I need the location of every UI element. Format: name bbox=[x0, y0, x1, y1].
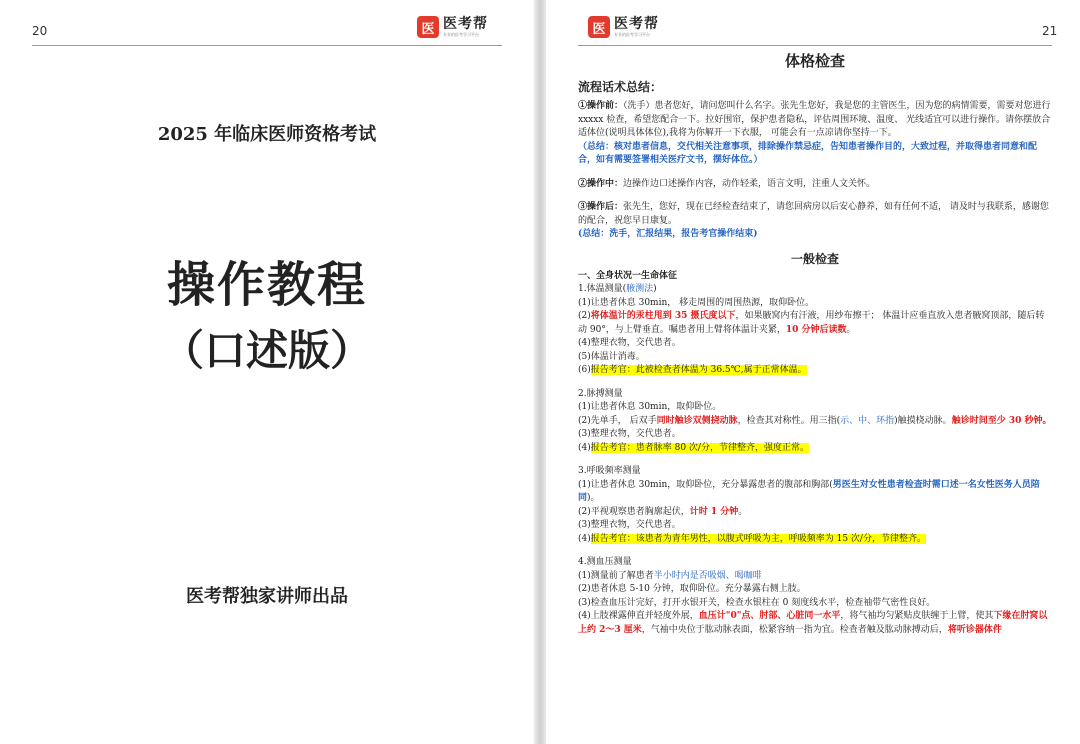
resp-title: 3.呼吸频率测量 bbox=[578, 466, 641, 476]
general-exam-title: 一般检查 bbox=[790, 251, 839, 266]
list-item: (3)整理衣物，交代患者。 bbox=[578, 520, 681, 530]
list-item: (1)让患者休息 30min，取仰卧位。 bbox=[578, 402, 722, 412]
page-content bbox=[578, 50, 1052, 637]
list-item: (2)患者休息 5-10 分钟，取仰卧位。充分暴露右侧上肢。 bbox=[578, 584, 806, 594]
page-number: 20 bbox=[32, 24, 48, 38]
post-summary: (总结：洗手，汇报结果，报告考官操作结束) bbox=[578, 229, 758, 239]
logo-mark-icon: 医 bbox=[588, 16, 610, 38]
list-item: (2)先单手， 后双手同时触诊双侧挠动脉，检查其对称性。用三指(示、中、环指)触摸桡动脉。触诊时间至少 30 秒钟。 bbox=[578, 415, 1052, 426]
flow-title: 流程话术总结： bbox=[578, 80, 663, 94]
list-item: (3)检查血压计完好，打开水银开关，检查水银柱在 0 刻度线水平，检查袖带气密性良好。 bbox=[578, 597, 936, 608]
list-item: (5)体温计消毒。 bbox=[578, 351, 645, 362]
list-item: (4)上肢裸露伸直并轻度外展，血压计"0"点、肘部、心脏同一水平，将气袖均匀紧贴皮肤缠于上臂，使其下缘在肘窝以上约 2～3 厘米，气袖中央位于肱动脉表面，松紧容纳一指为宜。检查者触及肱动脉搏动后，将听诊器体件 bbox=[578, 611, 1048, 635]
temp-title: 1.体温测量(腋测法) bbox=[578, 284, 657, 294]
logo-tagline: 专业的医考学习平台 bbox=[443, 32, 479, 37]
logo-mark-icon: 医 bbox=[417, 16, 439, 38]
list-item: (1)让患者休息 30min，取仰卧位，充分暴露患者的腹部和胸部(男医生对女性患者检查时需口述一名女性医务人员陪同)。 bbox=[578, 479, 1040, 503]
logo-tagline: 专业的医考学习平台 bbox=[614, 32, 650, 37]
author-line: 医考帮独家讲师出品 bbox=[186, 586, 348, 607]
sub-title: （口述版） bbox=[161, 326, 372, 375]
list-item: (4)整理衣物，交代患者。 bbox=[578, 338, 681, 348]
during-operation: ②操作中：边操作边口述操作内容，动作轻柔，语言文明，注重人文关怀。 bbox=[578, 178, 876, 189]
list-item: (2)平视观察患者胸廓起伏，计时 1 分钟。 bbox=[578, 506, 748, 517]
bp-title: 4.测血压测量 bbox=[578, 557, 632, 567]
list-item: (4)报告考官：患者脉率 80 次/分，节律整齐，强度正常。 bbox=[578, 442, 809, 453]
general-subtitle: 一、全身状况一生命体征 bbox=[578, 270, 678, 281]
list-item: (4)报告考官：该患者为青年男性，以腹式呼吸为主，呼吸频率为 15 次/分，节律整齐。 bbox=[578, 533, 926, 544]
exam-title: 2025 年临床医师资格考试 bbox=[157, 124, 377, 145]
list-item: (3)整理衣物，交代患者。 bbox=[578, 429, 681, 439]
right-page bbox=[546, 0, 1080, 744]
pulse-title: 2.脉搏测量 bbox=[578, 388, 623, 399]
post-operation: ③操作后：张先生，您好，现在已经检查结束了，请您回病房以后安心静养，如有任何不适， 请及时与我联系，感谢您的配合，祝您早日康复。 bbox=[578, 202, 1049, 226]
pre-operation: ①操作前：（洗手）患者您好，请问您叫什么名字。张先生您好，我是您的主管医生，因为您的病情需要，需要对您进行 xxxxx 检查，希望您配合一下。拉好围帘，保护患者隐私，评估周围环境、温度、 光线适宜可以进行操作。请你摆放合适体位(说明具体体位),我将为你解开一下衣服， 可能会有一点凉请你坚持一下。 bbox=[578, 101, 1051, 138]
logo bbox=[588, 16, 659, 38]
header-divider bbox=[32, 45, 502, 46]
list-item: (1)让患者休息 30min， 移走周围的周围热源，取仰卧位。 bbox=[578, 297, 815, 308]
logo-name: 医考帮 bbox=[614, 16, 659, 32]
section-title: 体格检查 bbox=[784, 52, 845, 70]
page-number: 21 bbox=[1042, 24, 1058, 38]
list-item: (2)将体温计的汞柱甩到 35 摄氏度以下，如果腋窝内有汗液，用纱布擦干； 体温计应垂直放入患者腋窝顶部，随后转动 90°，与上臂垂直。嘱患者用上臂将体温计夹紧，10 分钟后读数。 bbox=[578, 311, 1045, 335]
logo-name: 医考帮 bbox=[443, 16, 488, 32]
main-title: 操作教程 bbox=[166, 257, 367, 313]
list-item: (6)报告考官：此被检查者体温为 36.5℃,属于正常体温。 bbox=[578, 365, 807, 375]
logo bbox=[417, 16, 488, 38]
header-divider bbox=[578, 45, 1052, 46]
page-gutter bbox=[534, 0, 546, 744]
left-page bbox=[0, 0, 534, 744]
pre-summary: （总结：核对患者信息，交代相关注意事项，排除操作禁忌症，告知患者操作目的，大致过程，并取得患者同意和配合，如有需要签署相关医疗文书，摆好体位。） bbox=[578, 141, 1038, 165]
list-item: (1)测量前了解患者半小时内是否吸烟、喝咖啡 bbox=[578, 570, 762, 581]
